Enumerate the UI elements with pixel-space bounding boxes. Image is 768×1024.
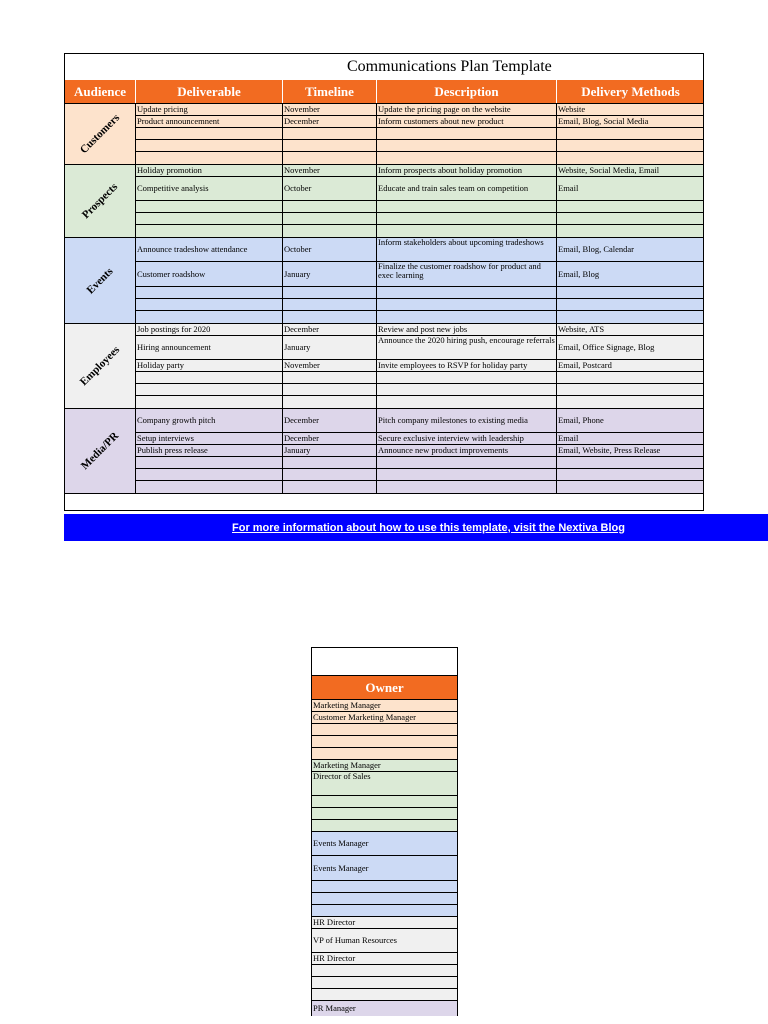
owner-cell (312, 747, 457, 759)
owner-cell: Customer Marketing Manager (312, 711, 457, 723)
section-employees (65, 323, 703, 408)
title-row (65, 54, 703, 80)
table-row: Announce tradeshow attendance October Inform stakeholders about upcoming tradeshows Email, Blog, Calendar (136, 238, 704, 262)
header-deliverable: Deliverable (136, 80, 283, 103)
footer-banner (64, 514, 768, 541)
owner-cell (312, 976, 457, 988)
owner-cell (312, 795, 457, 807)
audience-events: Events (65, 238, 136, 323)
header-delivery-methods: Delivery Methods (581, 83, 680, 99)
header-audience: Audience (65, 80, 136, 103)
table-row: Setup interviews December Secure exclusive interview with leadership Email (136, 433, 704, 445)
blank-row (65, 493, 703, 510)
table-row (136, 213, 704, 225)
owner-cell (312, 880, 457, 892)
table-row (136, 225, 704, 237)
table-row (136, 481, 704, 493)
table-row: Holiday promotion November Inform prospects about holiday promotion Website, Social Media, Email (136, 165, 704, 177)
owner-column (311, 647, 458, 1016)
table-row: Competitive analysis October Educate and train sales team on competition Email (136, 177, 704, 201)
table-row: Customer roadshow January Finalize the customer roadshow for product and exec learning Email, Blog (136, 262, 704, 287)
communications-plan-table (64, 53, 704, 511)
owner-cell (312, 807, 457, 819)
table-row (136, 469, 704, 481)
owner-cell (312, 819, 457, 831)
table-row (136, 201, 704, 213)
nextiva-blog-link[interactable]: For more information about how to use this template, visit the Nextiva Blog (232, 521, 625, 534)
owner-cell (312, 723, 457, 735)
header-timeline: Timeline (283, 80, 377, 103)
table-row: Hiring announcement January Announce the 2020 hiring push, encourage referrals Email, Office Signage, Blog (136, 336, 704, 360)
table-row: Company growth pitch December Pitch company milestones to existing media Email, Phone (136, 409, 704, 433)
table-row (136, 384, 704, 396)
audience-customers: Customers (65, 104, 136, 164)
owner-cell: Events Manager (312, 831, 457, 855)
owner-cell: PR Manager (312, 1000, 457, 1016)
owner-cell: VP of Human Resources (312, 928, 457, 952)
owner-cell: HR Director (312, 952, 457, 964)
owner-cell (312, 988, 457, 1000)
owner-cell: HR Director (312, 916, 457, 928)
owner-cell (312, 904, 457, 916)
owner-cell: Marketing Manager (312, 699, 457, 711)
table-row (136, 457, 704, 469)
owner-cell (312, 735, 457, 747)
table-row (136, 372, 704, 384)
table-row (136, 152, 704, 164)
page-title: Communications Plan Template (347, 58, 552, 75)
owner-cell: Events Manager (312, 855, 457, 880)
table-row (136, 140, 704, 152)
table-row: Holiday party November Invite employees to RSVP for holiday party Email, Postcard (136, 360, 704, 372)
audience-prospects: Prospects (65, 165, 136, 237)
section-customers (65, 103, 703, 164)
table-row: Publish press release January Announce new product improvements Email, Website, Press Release (136, 445, 704, 457)
audience-media-pr: Media/PR (65, 409, 136, 493)
header-row (65, 80, 703, 103)
section-prospects (65, 164, 703, 237)
table-row (136, 311, 704, 323)
table-row: Update pricing November Update the pricing page on the website Website (136, 104, 704, 116)
header-owner: Owner (312, 676, 457, 699)
section-events (65, 237, 703, 323)
table-row (136, 128, 704, 140)
table-row (136, 287, 704, 299)
section-media-pr (65, 408, 703, 493)
owner-cell: Marketing Manager (312, 759, 457, 771)
table-row (136, 299, 704, 311)
table-row (136, 396, 704, 408)
audience-employees: Employees (65, 324, 136, 408)
owner-cell: Director of Sales (312, 771, 457, 795)
table-row: Product announcemnent December Inform customers about new product Email, Blog, Social Media (136, 116, 704, 128)
owner-blank-cell (312, 648, 457, 676)
table-row: Job postings for 2020 December Review and post new jobs Website, ATS (136, 324, 704, 336)
owner-cell (312, 892, 457, 904)
owner-cell (312, 964, 457, 976)
header-description: Description (377, 80, 557, 103)
